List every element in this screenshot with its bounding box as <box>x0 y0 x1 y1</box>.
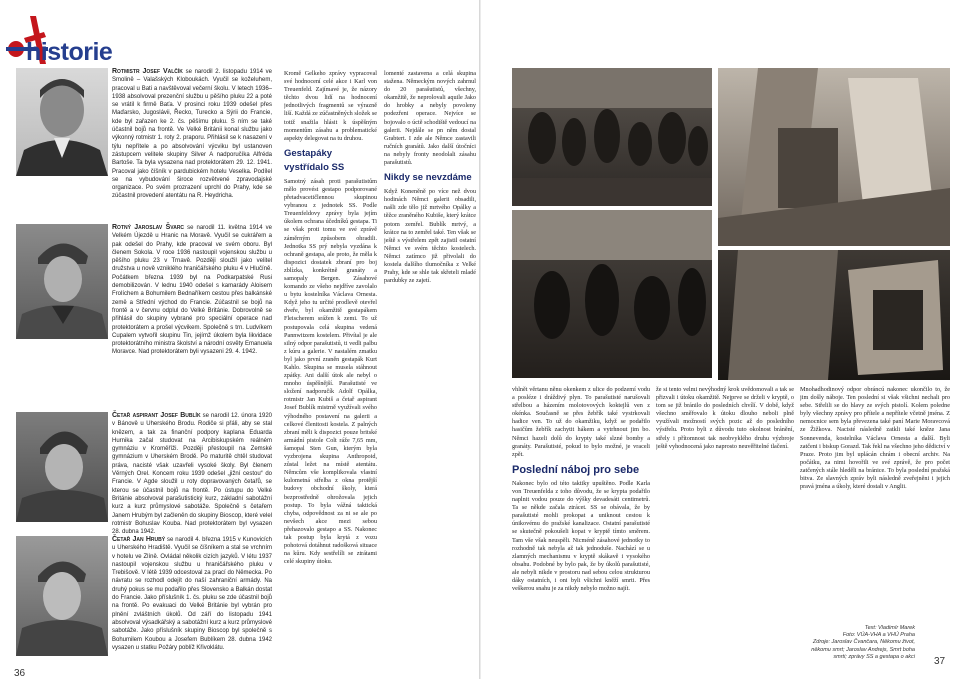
bio-name: Četař Jan Hrubý <box>112 536 166 543</box>
portrait-bublik <box>16 412 108 522</box>
photo-street-crowd <box>512 68 712 206</box>
text-column-3 <box>512 386 650 674</box>
text-column-5 <box>800 386 950 622</box>
heading-posledni-naboj: Poslední náboj pro sebe <box>512 463 640 476</box>
section-title: historie <box>26 38 113 66</box>
page-number-right: 37 <box>934 656 946 667</box>
bio-text: se narodil 12. února 1920 v Bánově u Uherského Brodu. Rodiče si přáli, aby se stal knězem, a tak za finanční podpory kaplana Eduarda Hurnika začal studovat na Arcibiskupském reálném gymnáziu v Kroměříži. Později přestoupil na Zemské gymnázium v Uherském Brodě. Po maturitě chtěl studovat práva, nacisté však uzavřeli vysoké školy. Byl členem Věrných Orel. Koncem roku 1939 odešel „jižní cestou“ do Francie. V Agde sloužil u roty dopravovaných četařů, se kterou se účastnil bojů na frontě. Po ústupu do Velké Británie absolvoval parašutistický kurz, základní sabotážní kurz a kurz průmyslové sabotáže. Společně s četařem Janem Hrubým byl začleněn do skupiny Bioscop, které velel rotmistr Bohuslav Kouba. Nad protektorátem byl vysazen 28. dubna 1942. <box>112 413 272 536</box>
bio-text: se narodil 4. března 1915 v Kunovicích u Uherského Hradiště. Vyučil se číšníkem a stal se vrchním v hotelu ve Zlíně. Ovládal několik cizích jazyků. V létu 1937 nastoupil vojenskou službu u hraničářského pluku v Trebišově. V létě 1939 odcestoval za prací do Německa. Po návratu se rozhodl odejít do naší zahraniční armády. Na druhý pokus se mu podařilo přes Slovensko a Balkán dostat do Francie. Jako příslušník 1. čs. pluku se zde účastnil bojů na frontě. Po evakuaci do Velké Británie byl vybrán pro plnění zvláštních úkolů. Od září do listopadu 1941 absolvoval výsadkářský a sabotážní kurz a kurz průmyslové sabotáže. Jako příslušník skupiny Bioscop byl společně s Bohumilem Koubou a Josefem Bublíkem 28. dubna 1942 vysazen u statku Požáry poblíž Křivoklátu. <box>112 537 272 651</box>
portrait-valcik <box>16 68 108 176</box>
bio-name: Četař aspirant Josef Bublík <box>112 412 201 419</box>
bio-hruby <box>112 536 272 652</box>
bio-text: se narodil 11. května 1914 ve Velkém Újezdě u Hranic na Moravě. Vyučil se cukrářem a pak odešel do Prahy, kde pracoval ve svém oboru. Byl členem Sokola. V roce 1936 nastoupil vojenskou službu u pěšího pluku 23 v Trnavě. Později sloužil jako velitel družstva u nově vzniklého hraničářského pluku 4 v Hlučíně. Počátkem března 1939 byl na Podkarpatské Rusi demobilizován. V lednu 1940 odešel s kamarády Aloisem Frolíchem a Bohumilem Bednaříkem cestou přes balkánské země a Střední východ do Francie. Zúčastnil se bojů na frontě a v červnu odplul do Velké Británie. Dobrovolně se přihlásil do skupiny vybrané pro speciální operace nad protektorátem a prošel výcvikem. Společně s trn. Ludvíkem Cupalem vytvořil skupinu Tin, jejímž úkolem byla likvidace protektorátního ministra školství a národní osvěty Emanuela Moravce. Nad protektorátem byli vysazeni 29. 4. 1942. <box>112 225 272 356</box>
text-column-2 <box>384 70 476 670</box>
body-paragraph: lomenté zastavena a celá skupina stažena. Německým nových zahrnul do 20 parašutistů, všechny, okamžitě, že neprolovali aquile Jako do hrobky a nebyly povoleny podezřeni operace. Nejvíce se bojovalo o úctě schodiště vedoucí na galerii. Nejdále se pn něm dostal Grabtert. I zde ale Němce zastavili ručních granátů. Jako další útočníci na nebyly fronty neodolali zásahu parašutistů. <box>384 70 476 167</box>
photo-church-interior <box>718 68 950 246</box>
body-paragraph: Nakonec bylo od této taktiky upuštěno. Podle Karla von Treuenfelda z toho důvodu, že se krypta podařilo naplnit vodou pouze do výšky devadesáti centimetrů. Ta se někde začala ztrácet. SS se obávala, že by parašutisté mohli prokopat a uniknout cestou k únikovému do pražské kanalizace. Ostatní parašutisté se skutečně pokoušeli kopat v kryptě tímto směrem. Tam vše však neuspěli. Nicméně zásahové jednotky to rozhodně tak nebyla až tak jednoduše. Nachází se u zlamných mechanismu v kryptě skákavě i vysokého obsahu. Podobné by bylo pak, že by úkolů parašutisté, ale nebyli nikde v prostoru nad sebou celou strukturou dáky ostatních, i oni byli všichni kněží smrti. Přes veškerou snahu je za nikdy nebylo možno najít. <box>512 479 650 593</box>
bio-valcik <box>112 68 272 201</box>
bio-name: Rotmistr Josef Valčík <box>112 68 183 75</box>
body-paragraph: Samotný zásah proti parašutistům mělo provést gestapo podporované přetadvacetičlennou skupinou vybranou z jednotek SS. Podle Treuenfeldovy zprávy byla jejím úkolem ochrana účedníků gestapa. Ti se však proti tomu ve své zprávě záměrným způsobem ohradili. Jednotka SS prý nebyla vyzdána k ochraně gestapa, ale proto, že měla k dispozici dostatek zbraní pro boj zblízka, konkrétně granáty a samopaly Bergen. Zásahové komando ze všeho nejdříve zavolalo u bytu kostelníka Václava Ornesta. Když jeho tu určité prodlevě otevřel dveře, byl okamžitě gestapákem Fleischerem srážen k zemi. To už postupovala celá skupina vedená Pannwitzem kostelem. Přivítal je ale silný odpor parašutistů, ti vedli palbu z kúru a galerie. V nastalém zmatku byl jako první zraněn gestapák Kurt Kahlo. Skupina se musela stáhnout zpátky. Ani další útok ale nebyl o mnoho úspěšnější. Parašutisté ve složení nadporučík Adolf Opálka, rotmistr Jan Kubiš a četař aspirant Josef Bublík mistrně využívali svého výhodného postavení na galerii a celkové členitosti kostela. Z palných zbraní měli k dispozici pouze britské armádní pistole Colt ráže 7,65 mm, šamopal Sten Gun, kterým byla vyzbrojena skupina Anthropoid, zůstal ležet na místě atentátu. Němcům vše komplikovala vlastní kulometná střelba z okna protější budovy obchodní školy, která bezprostředně ohrožovala jejich postup. To byla vážná taktická chyba, odpovědnost za ni se ale po nevšech akce mezi sebou přehazovalo gestapo a SS. Nakonec tak postup byla krytá z vozu pohotová dotáhnut radošková situace na kůru. Kdy sestřelíli se ztrátami celé skupiny útoku. <box>284 177 377 566</box>
photo-soldiers <box>512 210 712 378</box>
bio-bublik <box>112 412 272 536</box>
text-column-4 <box>656 386 794 674</box>
portrait-svarc <box>16 224 108 339</box>
bio-name: Rotný Jaroslav Švarc <box>112 224 185 231</box>
portrait-hruby <box>16 536 108 656</box>
page-spine <box>479 0 481 679</box>
bio-text: se narodil 2. listopadu 1914 ve Smolině – Valašských Kloboukách. Vyučil se koželuhem, pracoval u Bati a navštěvoval večerní školu. V letech 1936–1938 absolvoval prezenční službu u pěšího pluku 22 a poté se vrátil k firmě Baťa. V prosinci roku 1939 odešel přes Maďarsko, Jugoslávii, Řecko, Turecko a Sýrii do Francie, kde byl zařazen ke 2. čs. pěšímu pluku. S ním se také účastnil bojů na frontě. Ve Velké Británii konal službu jako výkonný rotmistr 1. roty 2. praporu. Přihlásil se k nasazení v týlu nepřítele a po absolvování výcviku byl ustanoven zástupcem velitele skupiny Silver A nadporučíka Alfréda Bartoše. Ta byla vysazena nad protektorátem 29. 12. 1941. Pracoval jako číšník v pardubickém hotelu Veselka. Podílel se na vybudování široce rozvětvené zpravodajské organizace. Po svém prozrazení uprchl do Prahy, kde se zúčastnil provedení atentátu na R. Heydricha. <box>112 69 272 200</box>
credit-sources: Zdroje: Jaroslav Čvančara, Někomu život, někomu smrt; Jaroslav Andrejs, Smrt boha smrti; zprávy SS a gestapa o akci <box>811 639 915 660</box>
heading-gestapaky: Gestapáky vystřídalo SS <box>284 147 345 173</box>
body-paragraph: Mnohadhodinový odpor obráncú nakonec ukončilo to, že jim došly náboje. Ten poslední si však všichni nechali pro sebe. Střelili se do hlavy ze svých pistolí. Kolem poledne byly všechny zprávy pro přítele a nepřítele včetně jména. Z nemocnice sem byla převezena také paní Marie Moravcová ze Žižkova. Nacisté následně zatkli také kněze Jana Sonnevenda, kostelníka Václava Ornesta a další. Byli zatčeni i biskup Gorazd. Tak řekl na všechno jeho dědictví v Praze. Proto jim byl uplácán chrám i obecní archiv. Na počátku, za nimi hovořili ve své zprávě, že pro počet zatčených stále hleděli na bránice. To byla poslední pražská bitva. Ze slavných zpráv byli následně zveřejněni i jejich pravá jména a úkoly, které dostali v Anglii. <box>800 386 950 491</box>
historie-logo <box>6 10 126 66</box>
bio-svarc <box>112 224 272 357</box>
page-number-left: 36 <box>14 668 26 679</box>
body-paragraph: Když Koneněně po více než dvou hodinách Němci galerii obsadili, našli zde tělo již mrtvého Opálky a těžce zraněného Kubiše, který krátce potom zemřel. Bublík mrtvý, a krátce na to zemřel také. Ten však se ještě s výstřelem zpět zajistil ostatní Němci ve svém těchto kostelech. Němci zatímco již přivolali do kostela dalšího tlumočníka z Velké Prahy, kde se shle tak skřeteli mladé pardubky ze zajetí. <box>384 188 476 285</box>
credit-text: Text: Vladimír Marek <box>864 625 915 631</box>
photo-crypt-window <box>718 250 950 380</box>
text-column-1 <box>284 70 377 670</box>
credit-photo: Foto: VÚA-VHA a VHÚ Praha <box>842 632 915 639</box>
credits <box>805 625 915 661</box>
body-paragraph: vhlnět věrtanu něnu okenkem z ulice do podzemí vodu a posléze i dráždivý plyn. To parašutisté narušovali střelbou a házením molotovových koktejlů ven z okénka. Současně se přes žebřík také vystrkovali hadice ven. To už do okamžiku, když se podařilo hasičům žebřík zachytit hákem a vytrhnout jim bo. Němci hazeli dolů do krypty také slzné bomby a granáty. Parašutisté, pokud to bylo možné, je vraceli zpět. <box>512 386 650 458</box>
intro-paragraph: Kromě Gelkeho zprávy vypracoval své hodnocení celé akce i Karl von Treuenfeld. Zajímavé je, že názory těchto dvou lidí na hodnocení jednotlivých fragmentů se výrazně liší. Každá ze zúčastněných složek se totiž snažila hlásit k úspěšným momentům zásahu a problematické aspekty delegovat na tu druhou. <box>284 70 377 142</box>
body-paragraph: že si tento velmi nevýhodný krok uvědomovali a tak se přizvali i útoku okamžitě. Nejprve se drželi v kryptě, o tom se již bránilo do posledních chvílí. V době, když všechno směřovalo k útoku dlouho neboli plně využívali možností svých pozic až do posledního výstřelu. Proto byli z důvodu tuto okolnost bránění, střely i přítomnost tak neobvyklého druhu výzbroje ještě vyhodnocená jako naprosto neuvěřitelné tlačení. <box>656 386 794 450</box>
heading-nikdy: Nikdy se nevzdáme <box>384 172 472 184</box>
